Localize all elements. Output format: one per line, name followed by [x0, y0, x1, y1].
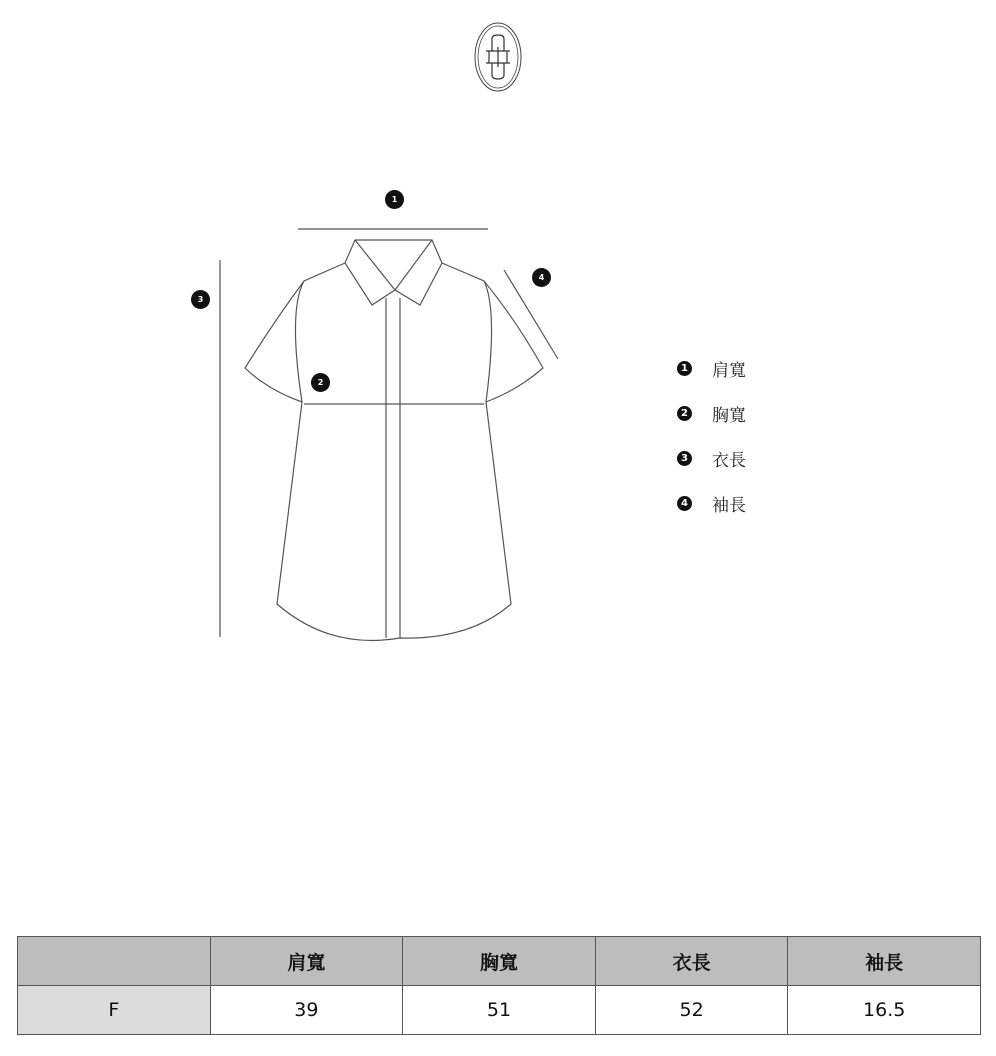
shirt-measurement-diagram: [180, 180, 580, 650]
size-label-cell: F: [18, 986, 211, 1035]
size-table: [17, 936, 981, 1035]
legend-number: 1: [677, 361, 692, 376]
column-header: 袖長: [788, 937, 981, 986]
legend-item: [677, 436, 746, 481]
legend-label: 胸寬: [712, 406, 746, 426]
table-cell: 52: [595, 986, 788, 1035]
table-cell: 39: [210, 986, 403, 1035]
column-header: [18, 937, 211, 986]
shirt-outline-icon: [180, 180, 580, 650]
legend-item: [677, 391, 746, 436]
legend-item: [677, 346, 746, 391]
legend-label: 肩寬: [712, 361, 746, 381]
marker-1: 1: [385, 190, 404, 209]
legend-label: 袖長: [712, 496, 746, 516]
marker-3: 3: [191, 290, 210, 309]
table-cell: 16.5: [788, 986, 981, 1035]
marker-2: 2: [311, 373, 330, 392]
column-header: 肩寬: [210, 937, 403, 986]
marker-4: 4: [532, 268, 551, 287]
measurement-legend: [677, 346, 746, 526]
legend-number: 2: [677, 406, 692, 421]
column-header: 胸寬: [403, 937, 596, 986]
table-cell: 51: [403, 986, 596, 1035]
sleeve-length-line: [504, 270, 558, 359]
brand-logo-icon: [472, 21, 524, 93]
table-row: [18, 986, 981, 1035]
column-header: 衣長: [595, 937, 788, 986]
legend-number: 3: [677, 451, 692, 466]
legend-item: [677, 481, 746, 526]
legend-label: 衣長: [712, 451, 746, 471]
legend-number: 4: [677, 496, 692, 511]
table-header-row: [18, 937, 981, 986]
